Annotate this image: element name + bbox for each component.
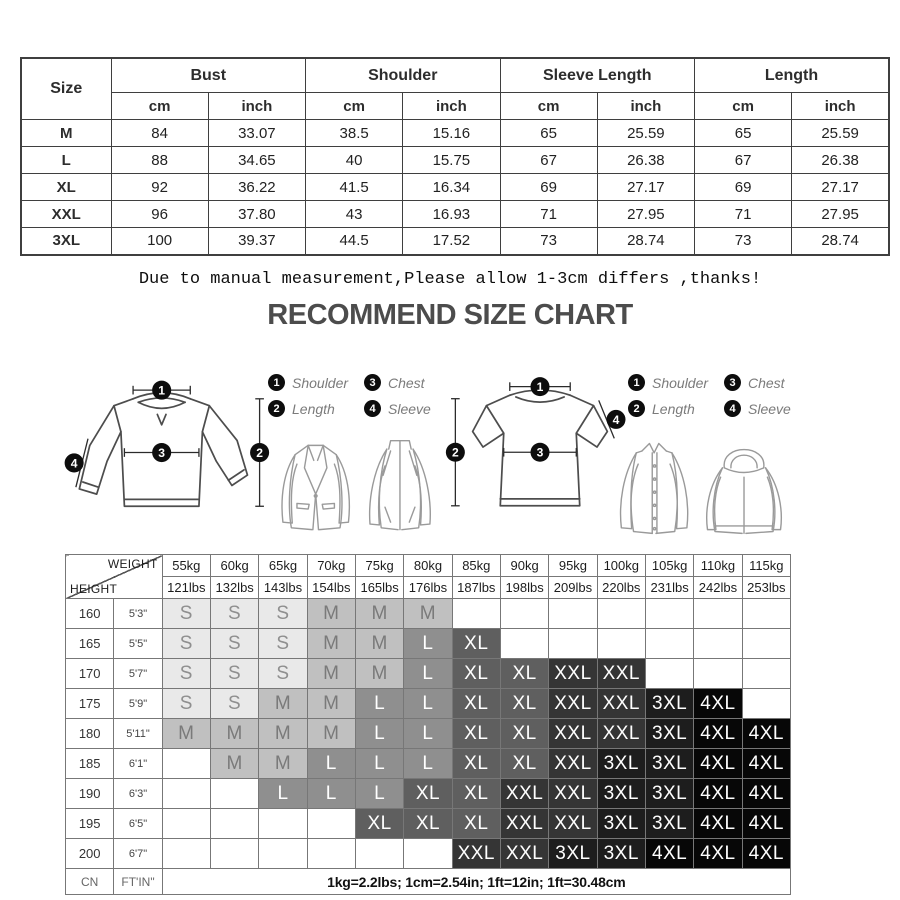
empty-size-cell (162, 839, 210, 869)
spec-value-cell: 26.38 (597, 147, 694, 174)
spec-value-cell: 25.59 (597, 120, 694, 147)
svg-text:1: 1 (158, 383, 166, 398)
size-cell: XXL (597, 689, 645, 719)
size-cell: M (307, 719, 355, 749)
size-cell: S (259, 599, 307, 629)
marker-1-badge (152, 381, 171, 400)
legend-2-badge: 2 (628, 400, 645, 417)
size-cell: XL (355, 809, 403, 839)
height-ftin-cell: 5'9" (114, 689, 162, 719)
legend-4-badge: 4 (364, 400, 381, 417)
measure-group-header: Sleeve Length (500, 58, 695, 93)
size-cell: XL (452, 719, 500, 749)
height-cm-cell: 165 (66, 629, 114, 659)
height-cm-cell: 200 (66, 839, 114, 869)
empty-size-cell (210, 779, 258, 809)
weight-lbs-header: 165lbs (355, 577, 403, 599)
size-cell: 4XL (694, 779, 742, 809)
size-cell: M (210, 749, 258, 779)
height-row (66, 599, 791, 629)
size-cell: XL (500, 719, 548, 749)
weight-kg-header: 60kg (210, 555, 258, 577)
size-cell: 4XL (742, 809, 790, 839)
weight-lbs-header: 121lbs (162, 577, 210, 599)
svg-text:3: 3 (158, 445, 166, 460)
spec-value-cell: 15.16 (403, 120, 500, 147)
height-weight-size-grid (65, 554, 791, 895)
spec-row (21, 120, 889, 147)
spec-value-cell: 27.95 (792, 201, 889, 228)
height-ftin-cell: 5'5" (114, 629, 162, 659)
empty-size-cell (500, 599, 548, 629)
size-cell: L (404, 749, 452, 779)
empty-size-cell (742, 629, 790, 659)
marker-1-badge (531, 377, 550, 396)
weight-kg-header: 115kg (742, 555, 790, 577)
measure-group-header: Shoulder (306, 58, 501, 93)
size-cell: S (162, 629, 210, 659)
legend-1-badge: 1 (628, 374, 645, 391)
weight-kg-header: 90kg (500, 555, 548, 577)
weight-lbs-header: 176lbs (404, 577, 452, 599)
spec-value-cell: 73 (500, 228, 597, 255)
height-ftin-cell: 6'7" (114, 839, 162, 869)
spec-value-cell: 67 (500, 147, 597, 174)
unit-cm-header: cm (111, 93, 208, 120)
size-cell: S (259, 629, 307, 659)
size-cell: XXL (549, 749, 597, 779)
height-ftin-cell: 5'11" (114, 719, 162, 749)
size-cell: XXL (549, 809, 597, 839)
spec-value-cell: 44.5 (306, 228, 403, 255)
empty-size-cell (500, 629, 548, 659)
weight-kg-header: 75kg (355, 555, 403, 577)
size-cell: M (355, 599, 403, 629)
blazer-and-jacket-sketch (265, 436, 460, 539)
size-cell: 3XL (597, 809, 645, 839)
empty-size-cell (742, 689, 790, 719)
spec-header-row (21, 58, 889, 93)
size-cell: XL (452, 689, 500, 719)
empty-size-cell (452, 599, 500, 629)
size-cell: XXL (549, 689, 597, 719)
size-cell: 4XL (694, 809, 742, 839)
weight-kg-header: 105kg (645, 555, 693, 577)
empty-size-cell (307, 839, 355, 869)
size-cell: XXL (549, 719, 597, 749)
weight-lbs-header: 242lbs (694, 577, 742, 599)
legend-length-label: Length (652, 400, 695, 417)
spec-value-cell: 39.37 (208, 228, 305, 255)
size-cell: L (404, 629, 452, 659)
weight-lbs-header: 154lbs (307, 577, 355, 599)
empty-size-cell (645, 629, 693, 659)
legend-sleeve-label: Sleeve (388, 400, 431, 417)
height-cm-cell: 180 (66, 719, 114, 749)
size-cell: M (307, 629, 355, 659)
size-cell: L (355, 689, 403, 719)
spec-size-label: 3XL (21, 228, 111, 255)
cn-unit-label: CN (66, 869, 114, 895)
measurement-table (20, 57, 890, 256)
spec-value-cell: 84 (111, 120, 208, 147)
spec-row (21, 228, 889, 255)
unit-cm-header: cm (695, 93, 792, 120)
size-cell: M (162, 719, 210, 749)
unit-cm-header: cm (500, 93, 597, 120)
legend-3-badge: 3 (724, 374, 741, 391)
weight-lbs-header: 132lbs (210, 577, 258, 599)
legend-chest-label: Chest (388, 374, 425, 391)
spec-value-cell: 65 (500, 120, 597, 147)
legend-4-badge: 4 (724, 400, 741, 417)
size-cell: M (259, 689, 307, 719)
legend-2-badge: 2 (268, 400, 285, 417)
svg-text:2: 2 (256, 445, 263, 460)
empty-size-cell (597, 629, 645, 659)
empty-size-cell (259, 839, 307, 869)
empty-size-cell (162, 749, 210, 779)
spec-value-cell: 65 (695, 120, 792, 147)
height-row (66, 839, 791, 869)
size-cell: M (307, 659, 355, 689)
size-cell: XL (452, 779, 500, 809)
spec-value-cell: 41.5 (306, 174, 403, 201)
weight-kg-header: 85kg (452, 555, 500, 577)
spec-value-cell: 28.74 (792, 228, 889, 255)
legend-1-badge: 1 (268, 374, 285, 391)
size-cell: XL (500, 689, 548, 719)
size-cell: M (355, 629, 403, 659)
size-cell: XL (452, 809, 500, 839)
height-row (66, 689, 791, 719)
weight-lbs-header: 231lbs (645, 577, 693, 599)
measure-group-header: Bust (111, 58, 306, 93)
spec-value-cell: 37.80 (208, 201, 305, 228)
svg-text:1: 1 (536, 379, 544, 394)
size-cell: 4XL (694, 719, 742, 749)
empty-size-cell (694, 629, 742, 659)
height-cm-cell: 190 (66, 779, 114, 809)
fit-kg-row (66, 555, 791, 577)
size-cell: XXL (597, 719, 645, 749)
spec-value-cell: 100 (111, 228, 208, 255)
empty-size-cell (210, 839, 258, 869)
empty-size-cell (355, 839, 403, 869)
size-cell: S (210, 629, 258, 659)
spec-value-cell: 40 (306, 147, 403, 174)
spec-value-cell: 71 (500, 201, 597, 228)
fit-footer-row (66, 869, 791, 895)
size-cell: S (210, 659, 258, 689)
measurement-legend-right (628, 374, 791, 417)
size-cell: S (162, 659, 210, 689)
spec-value-cell: 69 (695, 174, 792, 201)
height-row (66, 749, 791, 779)
svg-text:2: 2 (452, 445, 459, 460)
weight-lbs-header: 253lbs (742, 577, 790, 599)
marker-4-badge (607, 410, 626, 429)
size-cell: 3XL (597, 749, 645, 779)
size-cell: M (210, 719, 258, 749)
size-cell: 4XL (694, 839, 742, 869)
size-cell: S (162, 599, 210, 629)
size-cell: XXL (549, 659, 597, 689)
empty-size-cell (404, 839, 452, 869)
size-cell: 3XL (645, 809, 693, 839)
size-cell: L (355, 779, 403, 809)
size-cell: S (259, 659, 307, 689)
empty-size-cell (549, 629, 597, 659)
spec-value-cell: 26.38 (792, 147, 889, 174)
svg-text:4: 4 (70, 456, 78, 471)
spec-value-cell: 33.07 (208, 120, 305, 147)
shirt-and-hoodie-sketch (600, 436, 800, 539)
size-cell: 3XL (645, 719, 693, 749)
spec-size-label: XL (21, 174, 111, 201)
unit-cm-header: cm (306, 93, 403, 120)
weight-lbs-header: 220lbs (597, 577, 645, 599)
size-cell: M (307, 599, 355, 629)
empty-size-cell (645, 599, 693, 629)
size-cell: 4XL (742, 749, 790, 779)
spec-size-label: L (21, 147, 111, 174)
conversion-note: 1kg=2.2lbs; 1cm=2.54in; 1ft=12in; 1ft=30.48cm (162, 869, 790, 895)
weight-kg-header: 110kg (694, 555, 742, 577)
spec-value-cell: 34.65 (208, 147, 305, 174)
empty-size-cell (307, 809, 355, 839)
spec-value-cell: 38.5 (306, 120, 403, 147)
empty-size-cell (694, 659, 742, 689)
spec-value-cell: 28.74 (597, 228, 694, 255)
height-row (66, 809, 791, 839)
marker-3-badge (531, 443, 550, 462)
size-cell: 3XL (645, 749, 693, 779)
measure-group-header: Length (695, 58, 890, 93)
height-ftin-cell: 6'1" (114, 749, 162, 779)
size-cell: XXL (452, 839, 500, 869)
height-ftin-cell: 5'3" (114, 599, 162, 629)
size-cell: XL (500, 659, 548, 689)
size-cell: 4XL (742, 719, 790, 749)
height-row (66, 779, 791, 809)
size-cell: 4XL (742, 779, 790, 809)
height-row (66, 659, 791, 689)
legend-3-badge: 3 (364, 374, 381, 391)
empty-size-cell (549, 599, 597, 629)
svg-text:3: 3 (536, 445, 544, 460)
size-cell: 3XL (549, 839, 597, 869)
spec-value-cell: 67 (695, 147, 792, 174)
spec-value-cell: 16.93 (403, 201, 500, 228)
empty-size-cell (694, 599, 742, 629)
size-cell: 4XL (645, 839, 693, 869)
size-cell: 4XL (694, 749, 742, 779)
spec-row (21, 201, 889, 228)
weight-kg-header: 65kg (259, 555, 307, 577)
weight-lbs-header: 209lbs (549, 577, 597, 599)
spec-value-cell: 88 (111, 147, 208, 174)
measurement-note: Due to manual measurement,Please allow 1-3cm differs ,thanks! (138, 270, 762, 289)
empty-size-cell (645, 659, 693, 689)
spec-value-cell: 27.17 (597, 174, 694, 201)
height-ftin-cell: 6'5" (114, 809, 162, 839)
size-cell: XXL (549, 779, 597, 809)
weight-kg-header: 70kg (307, 555, 355, 577)
legend-length-label: Length (292, 400, 335, 417)
legend-chest-label: Chest (748, 374, 785, 391)
size-cell: L (259, 779, 307, 809)
height-cm-cell: 170 (66, 659, 114, 689)
spec-value-cell: 73 (695, 228, 792, 255)
spec-value-cell: 15.75 (403, 147, 500, 174)
spec-value-cell: 71 (695, 201, 792, 228)
height-cm-cell: 185 (66, 749, 114, 779)
weight-axis-label: WEIGHT (107, 557, 158, 571)
size-cell: S (210, 689, 258, 719)
empty-size-cell (162, 809, 210, 839)
size-column-header: Size (21, 58, 111, 120)
size-cell: XL (452, 749, 500, 779)
weight-kg-header: 80kg (404, 555, 452, 577)
height-cm-cell: 175 (66, 689, 114, 719)
empty-size-cell (742, 659, 790, 689)
unit-inch-header: inch (792, 93, 889, 120)
size-cell: 3XL (597, 839, 645, 869)
size-cell: M (307, 689, 355, 719)
measurement-legend-left (268, 374, 431, 417)
ftin-unit-label: FT'IN" (114, 869, 162, 895)
spec-value-cell: 17.52 (403, 228, 500, 255)
empty-size-cell (597, 599, 645, 629)
size-cell: XL (404, 779, 452, 809)
weight-kg-header: 55kg (162, 555, 210, 577)
size-cell: 3XL (645, 689, 693, 719)
unit-inch-header: inch (403, 93, 500, 120)
spec-value-cell: 27.17 (792, 174, 889, 201)
size-cell: M (355, 659, 403, 689)
size-cell: XL (500, 749, 548, 779)
spec-value-cell: 27.95 (597, 201, 694, 228)
size-cell: XXL (500, 779, 548, 809)
unit-inch-header: inch (597, 93, 694, 120)
size-cell: L (404, 689, 452, 719)
spec-value-cell: 43 (306, 201, 403, 228)
unit-inch-header: inch (208, 93, 305, 120)
spec-value-cell: 69 (500, 174, 597, 201)
spec-value-cell: 16.34 (403, 174, 500, 201)
spec-unit-row (21, 93, 889, 120)
size-cell: L (355, 749, 403, 779)
spec-row (21, 174, 889, 201)
spec-value-cell: 36.22 (208, 174, 305, 201)
height-cm-cell: 160 (66, 599, 114, 629)
weight-lbs-header: 143lbs (259, 577, 307, 599)
spec-value-cell: 92 (111, 174, 208, 201)
garment-diagrams (60, 358, 860, 548)
size-cell: S (210, 599, 258, 629)
size-cell: XL (452, 629, 500, 659)
size-cell: 3XL (645, 779, 693, 809)
height-row (66, 719, 791, 749)
size-cell: L (355, 719, 403, 749)
size-cell: XXL (500, 839, 548, 869)
size-cell: XL (404, 809, 452, 839)
spec-size-label: XXL (21, 201, 111, 228)
weight-lbs-header: 187lbs (452, 577, 500, 599)
legend-shoulder-label: Shoulder (292, 374, 349, 391)
weight-kg-header: 95kg (549, 555, 597, 577)
height-ftin-cell: 5'7" (114, 659, 162, 689)
size-cell: L (404, 719, 452, 749)
empty-size-cell (210, 809, 258, 839)
size-cell: L (307, 779, 355, 809)
empty-size-cell (742, 599, 790, 629)
size-cell: L (404, 659, 452, 689)
spec-row (21, 147, 889, 174)
marker-4-badge (65, 453, 84, 472)
size-cell: M (259, 719, 307, 749)
size-cell: XXL (500, 809, 548, 839)
height-cm-cell: 195 (66, 809, 114, 839)
sweatshirt-diagram (62, 378, 270, 521)
size-cell: S (162, 689, 210, 719)
legend-shoulder-label: Shoulder (652, 374, 709, 391)
legend-sleeve-label: Sleeve (748, 400, 791, 417)
recommend-size-chart-title: RECOMMEND SIZE CHART (267, 299, 633, 331)
size-cell: M (259, 749, 307, 779)
weight-lbs-header: 198lbs (500, 577, 548, 599)
spec-value-cell: 96 (111, 201, 208, 228)
size-cell: M (404, 599, 452, 629)
size-cell: XXL (597, 659, 645, 689)
size-cell: 3XL (597, 779, 645, 809)
size-cell: XL (452, 659, 500, 689)
empty-size-cell (259, 809, 307, 839)
fit-lbs-row (66, 577, 791, 599)
spec-size-label: M (21, 120, 111, 147)
svg-text:4: 4 (612, 412, 620, 427)
size-cell: L (307, 749, 355, 779)
weight-kg-header: 100kg (597, 555, 645, 577)
marker-2-badge (446, 443, 465, 462)
height-ftin-cell: 6'3" (114, 779, 162, 809)
marker-3-badge (152, 443, 171, 462)
size-cell: 4XL (742, 839, 790, 869)
height-axis-label: HEIGHT (70, 582, 118, 596)
size-cell: 4XL (694, 689, 742, 719)
empty-size-cell (162, 779, 210, 809)
height-row (66, 629, 791, 659)
spec-value-cell: 25.59 (792, 120, 889, 147)
weight-height-corner-cell (66, 555, 163, 599)
